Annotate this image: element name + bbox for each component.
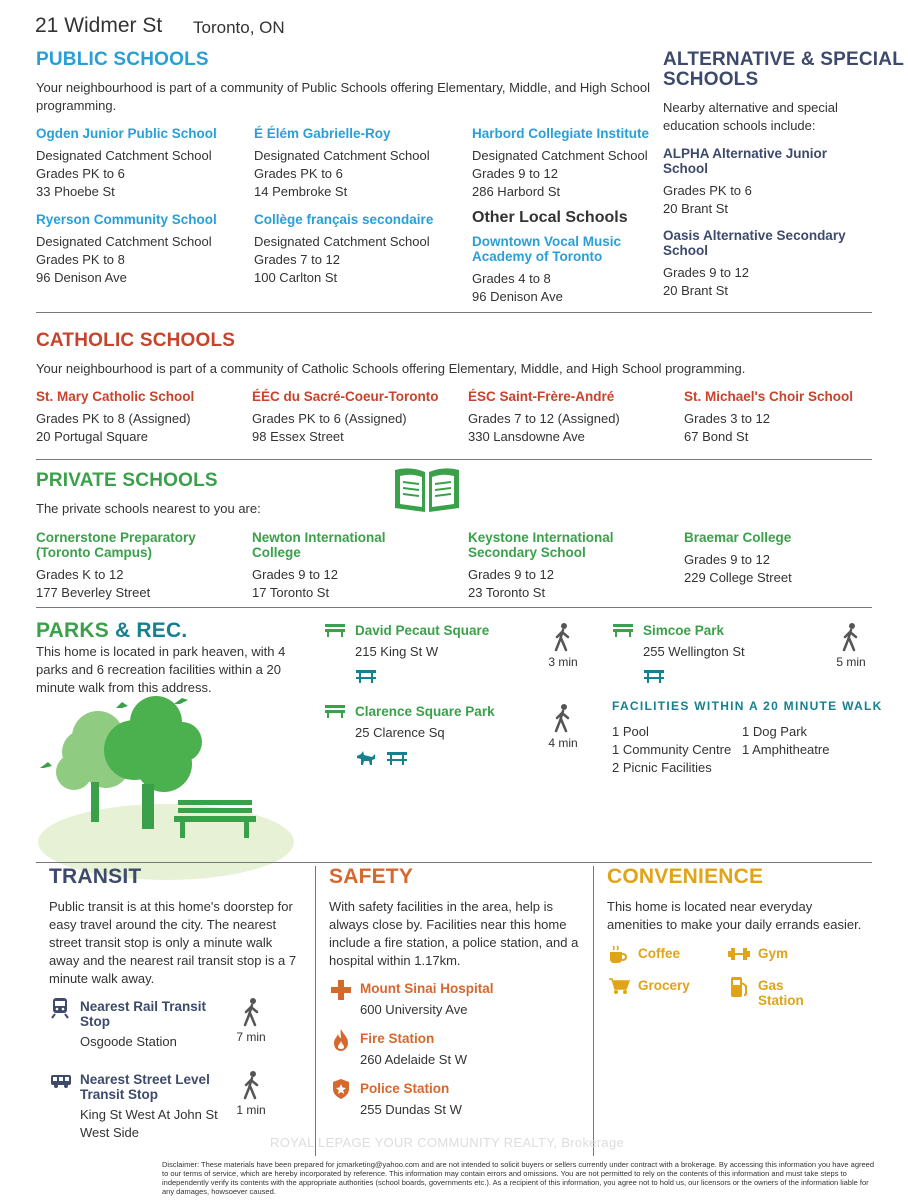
private-school-card <box>684 530 874 587</box>
public-schools-intro: Your neighbourhood is part of a community of Public Schools offering Elementary, Middle, and High School programming. <box>36 80 651 113</box>
alternative-school-card <box>663 228 863 300</box>
school-designation: Designated Catchment School <box>254 234 430 249</box>
facility-item: 1 Pool <box>612 724 649 739</box>
safety-title: SAFETY <box>329 865 414 888</box>
school-address: 96 Denison Ave <box>36 270 127 285</box>
school-address: 23 Toronto St <box>468 585 546 600</box>
bus-icon <box>50 1073 72 1089</box>
park-address: 25 Clarence Sq <box>355 725 445 740</box>
public-school-card <box>36 126 246 201</box>
school-address: 20 Portugal Square <box>36 429 149 444</box>
school-grades: Grades 4 to 8 <box>472 271 551 286</box>
school-grades: Grades 9 to 12 <box>472 166 558 181</box>
safety-item-address: 260 Adelaide St W <box>360 1052 467 1067</box>
walk-time: 3 min <box>548 655 578 669</box>
dumbbell-icon <box>727 947 751 961</box>
amenity-label[interactable]: Grocery <box>638 978 690 993</box>
public-school-card <box>254 126 464 201</box>
fire-icon <box>332 1028 350 1052</box>
safety-item-name[interactable]: Police Station <box>360 1081 450 1096</box>
safety-item-address: 255 Dundas St W <box>360 1102 462 1117</box>
divider <box>36 459 872 460</box>
school-name[interactable]: ALPHA Alternative Junior School <box>663 146 828 176</box>
school-designation: Designated Catchment School <box>36 234 212 249</box>
private-school-card <box>252 530 412 602</box>
open-book-icon <box>392 462 462 514</box>
walk-time: 5 min <box>836 655 866 669</box>
school-address: 67 Bond St <box>684 429 749 444</box>
school-name[interactable]: É Élém Gabrielle-Roy <box>254 126 391 141</box>
facilities-heading: FACILITIES WITHIN A 20 MINUTE WALK <box>612 699 883 713</box>
school-grades: Grades PK to 8 (Assigned) <box>36 411 191 426</box>
address-title: 21 Widmer St <box>35 14 163 37</box>
school-name[interactable]: Newton International College <box>252 530 386 560</box>
hospital-cross-icon <box>330 979 352 1001</box>
alternative-schools-title: ALTERNATIVE & SPECIAL SCHOOLS <box>663 49 905 90</box>
safety-item-name[interactable]: Fire Station <box>360 1031 435 1046</box>
transit-title: TRANSIT <box>49 865 142 888</box>
school-address: 96 Denison Ave <box>472 289 563 304</box>
other-local-schools-heading: Other Local Schools <box>472 209 628 226</box>
school-address: 20 Brant St <box>663 283 729 298</box>
city-label: Toronto, ON <box>193 18 285 37</box>
park-bench-icon <box>324 622 346 638</box>
school-grades: Grades 7 to 12 <box>254 252 340 267</box>
school-name[interactable]: Downtown Vocal Music Academy of Toronto <box>472 234 622 264</box>
walk-time: 4 min <box>548 736 578 750</box>
park-name[interactable]: David Pecaut Square <box>355 623 490 638</box>
catholic-school-card <box>252 389 462 446</box>
transit-item-detail: King St West At John St West Side <box>80 1107 218 1140</box>
school-name[interactable]: St. Mary Catholic School <box>36 389 195 404</box>
walking-person-icon <box>242 997 262 1027</box>
school-address: 286 Harbord St <box>472 184 561 199</box>
convenience-title: CONVENIENCE <box>607 865 764 888</box>
public-schools-title: PUBLIC SCHOOLS <box>36 49 209 70</box>
parks-intro: This home is located in park heaven, with 4 parks and 6 recreation facilities within a 20 minute walk from this address. <box>36 644 286 695</box>
police-badge-icon <box>332 1078 350 1100</box>
amenity-label[interactable]: Gym <box>758 946 789 961</box>
private-school-card <box>36 530 241 602</box>
disclaimer-text: Disclaimer: These materials have been prepared for jcmarketing@yahoo.com and are not intended to solicit buyers or sellers currently under contract with a brokerage. By accessing this information you have agreed to our terms of service, which are hereby incorporated by reference. This information may contain errors and omissions. You are not permitted to rely on the contents of this information and must take steps to independently verify its contents with the appropriate authorities (school boards, governments etc.). As a recipient of this information, you agree not to hold us, our licensors or the owners of the information liable for any damages, howsoever caused. <box>162 1160 875 1196</box>
transit-item-name[interactable]: Nearest Street Level Transit Stop <box>80 1072 210 1102</box>
convenience-intro: This home is located near everyday amenities to make your daily errands easier. <box>607 899 862 932</box>
school-grades: Grades 3 to 12 <box>684 411 770 426</box>
park-bench-icon <box>324 703 346 719</box>
column-divider <box>315 866 316 1156</box>
catholic-school-card <box>36 389 246 446</box>
walk-time: 7 min <box>236 1030 266 1044</box>
school-name[interactable]: Cornerstone Preparatory (Toronto Campus) <box>36 530 196 560</box>
private-school-card <box>468 530 643 602</box>
walking-person-icon <box>841 622 861 652</box>
park-address: 215 King St W <box>355 644 439 659</box>
facility-item: 1 Dog Park <box>742 724 808 739</box>
parks-title-a: PARKS <box>36 619 109 642</box>
school-grades: Grades PK to 8 <box>36 252 125 267</box>
school-grades: Grades PK to 6 <box>36 166 125 181</box>
school-name[interactable]: ÉSC Saint-Frère-André <box>468 389 615 404</box>
gas-pump-icon <box>730 975 748 999</box>
school-name[interactable]: Ryerson Community School <box>36 212 217 227</box>
public-school-card <box>472 126 662 201</box>
walking-person-icon <box>553 703 573 733</box>
shopping-cart-icon <box>608 977 630 995</box>
column-divider <box>593 866 594 1156</box>
school-grades: Grades 9 to 12 <box>684 552 770 567</box>
school-grades: Grades 7 to 12 (Assigned) <box>468 411 620 426</box>
catholic-school-card <box>468 389 678 446</box>
transit-intro: Public transit is at this home's doorstep for easy travel around the city. The nearest street transit stop is only a minute walk away and the nearest rail transit stop is a 7 minute walk away. <box>49 899 297 986</box>
school-name[interactable]: ÉÉC du Sacré-Coeur-Toronto <box>252 389 439 404</box>
safety-item-address: 600 University Ave <box>360 1002 468 1017</box>
school-address: 177 Beverley Street <box>36 585 151 600</box>
school-name[interactable]: Harbord Collegiate Institute <box>472 126 650 141</box>
school-name[interactable]: Ogden Junior Public School <box>36 126 217 141</box>
school-grades: Grades 9 to 12 <box>468 567 554 582</box>
school-name[interactable]: Keystone International Secondary School <box>468 530 614 560</box>
school-name[interactable]: Collège français secondaire <box>254 212 434 227</box>
transit-item-detail: Osgoode Station <box>80 1034 177 1049</box>
school-grades: Grades PK to 6 (Assigned) <box>252 411 407 426</box>
school-designation: Designated Catchment School <box>36 148 212 163</box>
facility-item: 2 Picnic Facilities <box>612 760 712 775</box>
parks-title-b: & REC. <box>108 619 188 642</box>
dog-park-icon <box>355 750 377 766</box>
school-address: 100 Carlton St <box>254 270 338 285</box>
school-name[interactable]: Braemar College <box>684 530 792 545</box>
school-address: 229 College Street <box>684 570 792 585</box>
facility-item: 1 Amphitheatre <box>742 742 830 757</box>
school-grades: Grades 9 to 12 <box>252 567 338 582</box>
school-grades: Grades PK to 6 <box>663 183 752 198</box>
safety-item-name[interactable]: Mount Sinai Hospital <box>360 981 494 996</box>
school-name[interactable]: St. Michael's Choir School <box>684 389 853 404</box>
school-address: 33 Phoebe St <box>36 184 115 199</box>
school-name[interactable]: Oasis Alternative Secondary School <box>663 228 846 258</box>
other-school-card <box>472 234 642 306</box>
school-grades: Grades PK to 6 <box>254 166 343 181</box>
park-name[interactable]: Clarence Square Park <box>355 704 495 719</box>
park-name[interactable]: Simcoe Park <box>643 623 725 638</box>
coffee-cup-icon <box>609 945 627 965</box>
catholic-intro: Your neighbourhood is part of a community of Catholic Schools offering Elementary, Middle, and High School programming. <box>36 361 746 376</box>
walk-time: 1 min <box>236 1103 266 1117</box>
public-school-card <box>254 212 464 287</box>
parks-title <box>36 619 187 643</box>
school-address: 17 Toronto St <box>252 585 330 600</box>
transit-item-name[interactable]: Nearest Rail Transit Stop <box>80 999 207 1029</box>
amenity-label[interactable]: Coffee <box>638 946 681 961</box>
school-designation: Designated Catchment School <box>254 148 430 163</box>
private-intro: The private schools nearest to you are: <box>36 501 261 516</box>
walking-person-icon <box>553 622 573 652</box>
school-address: 14 Pembroke St <box>254 184 348 199</box>
park-trees-illustration <box>36 692 298 882</box>
facility-item: 1 Community Centre <box>612 742 732 757</box>
brokerage-watermark: ROYAL LEPAGE YOUR COMMUNITY REALTY, Brokerage <box>270 1135 625 1150</box>
park-address: 255 Wellington St <box>643 644 745 659</box>
walking-person-icon <box>242 1070 262 1100</box>
school-address: 330 Lansdowne Ave <box>468 429 585 444</box>
school-grades: Grades 9 to 12 <box>663 265 749 280</box>
picnic-table-icon <box>355 668 377 684</box>
picnic-table-icon <box>386 750 408 766</box>
safety-intro: With safety facilities in the area, help is always close by. Facilities near this home include a fire station, a police station, and a hospital within 1.17km. <box>329 899 579 968</box>
public-school-card <box>36 212 246 287</box>
alternative-school-card <box>663 146 863 218</box>
private-schools-title: PRIVATE SCHOOLS <box>36 470 218 491</box>
catholic-school-card <box>684 389 879 446</box>
divider <box>36 862 872 863</box>
school-address: 98 Essex Street <box>252 429 344 444</box>
divider <box>36 312 872 313</box>
picnic-table-icon <box>643 668 665 684</box>
school-grades: Grades K to 12 <box>36 567 124 582</box>
alternative-intro: Nearby alternative and special education schools include: <box>663 100 838 133</box>
amenity-label[interactable]: Gas Station <box>758 978 804 1008</box>
school-address: 20 Brant St <box>663 201 729 216</box>
train-icon <box>51 997 69 1019</box>
catholic-schools-title: CATHOLIC SCHOOLS <box>36 330 236 351</box>
divider <box>36 607 872 608</box>
park-bench-icon <box>612 622 634 638</box>
school-designation: Designated Catchment School <box>472 148 648 163</box>
